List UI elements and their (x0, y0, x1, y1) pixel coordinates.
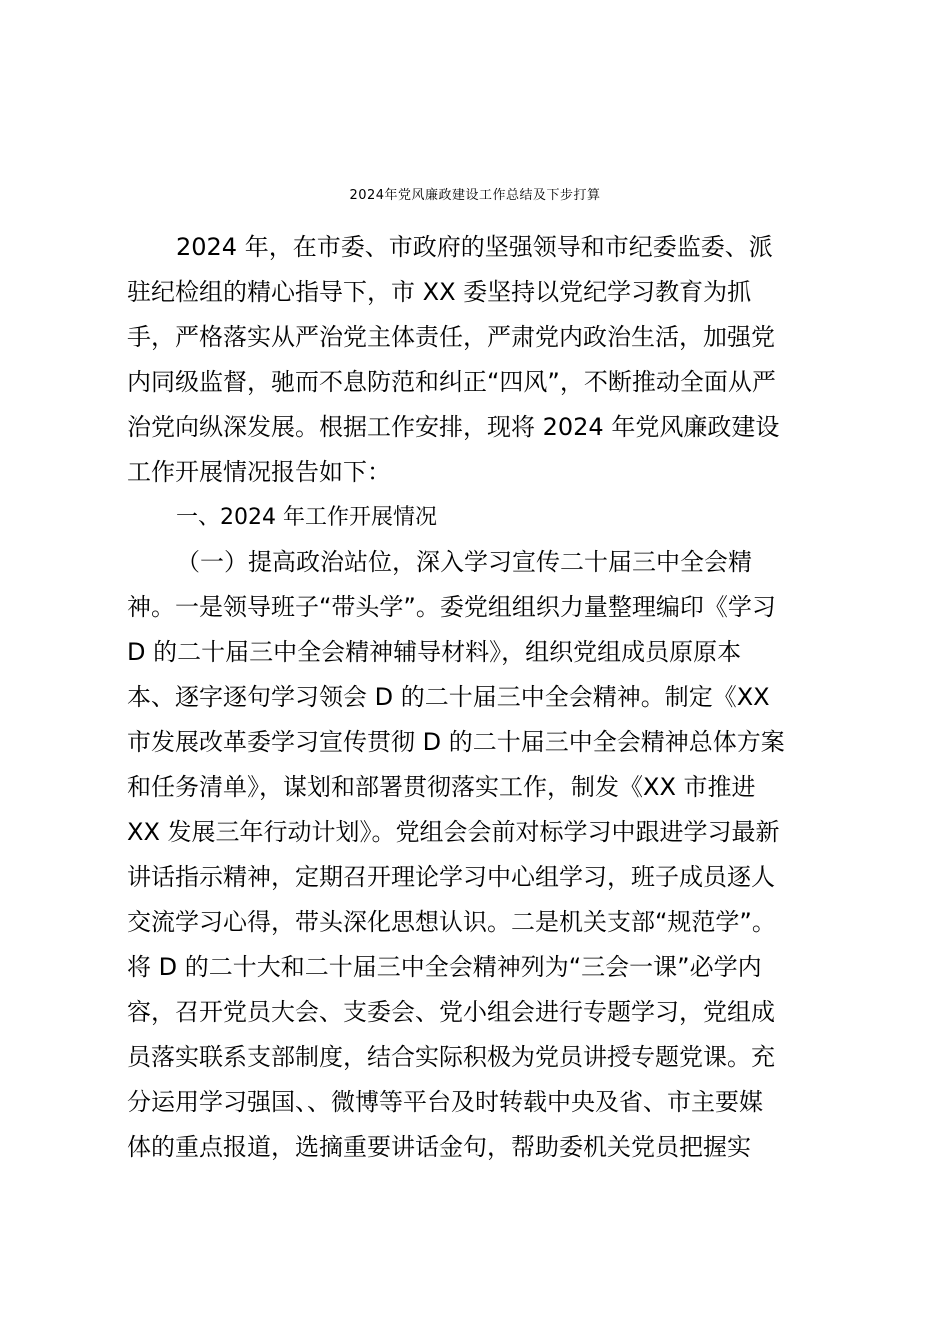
body-line-6: 工作开展情况报告如下： (127, 458, 391, 486)
body-line-5: 治党向纵深发展。根据工作安排，现将 2024 年党风廉政建设 (127, 413, 780, 441)
section-heading-1: 一、2024 年工作开展情况 (176, 505, 437, 530)
body-line-12: 市发展改革委学习宣传贯彻 D 的二十届三中全会精神总体方案 (127, 728, 785, 756)
body-line-8: （一）提高政治站位，深入学习宣传二十届三中全会精 (176, 548, 752, 576)
body-line-15: 讲话指示精神，定期召开理论学习中心组学习，班子成员逐人 (127, 863, 775, 891)
body-line-17: 将 D 的二十大和二十届三中全会精神列为“三会一课”必学内 (127, 953, 762, 981)
body-line-18: 容，召开党员大会、支委会、党小组会进行专题学习，党组成 (127, 998, 775, 1026)
body-line-3: 手，严格落实从严治党主体责任，严肃党内政治生活，加强党 (127, 323, 775, 351)
body-line-4: 内同级监督，驰而不息防范和纠正“四风”，不断推动全面从严 (127, 368, 776, 396)
body-line-13: 和任务清单》，谋划和部署贯彻落实工作，制发《XX 市推进 (127, 773, 756, 801)
body-line-20: 分运用学习强国、、微博等平台及时转载中央及省、市主要媒 (127, 1088, 763, 1116)
body-line-10: D 的二十届三中全会精神辅导材料》，组织党组成员原原本 (127, 638, 742, 666)
body-line-16: 交流学习心得，带头深化思想认识。二是机关支部“规范学”。 (127, 908, 776, 936)
document-title: 2024年党风廉政建设工作总结及下步打算 (349, 188, 601, 203)
body-line-21: 体的重点报道，选摘重要讲话金句，帮助委机关党员把握实 (127, 1133, 751, 1161)
body-line-2: 驻纪检组的精心指导下，市 XX 委坚持以党纪学习教育为抓 (127, 278, 752, 306)
body-line-9: 神。一是领导班子“带头学”。委党组组织力量整理编印《学习 (127, 593, 776, 621)
body-line-1: 2024 年，在市委、市政府的坚强领导和市纪委监委、派 (176, 233, 773, 261)
body-line-19: 员落实联系支部制度，结合实际积极为党员讲授专题党课。充 (127, 1043, 775, 1071)
body-line-14: XX 发展三年行动计划》。党组会会前对标学习中跟进学习最新 (127, 818, 780, 846)
body-line-11: 本、逐字逐句学习领会 D 的二十届三中全会精神。制定《XX (127, 683, 770, 711)
